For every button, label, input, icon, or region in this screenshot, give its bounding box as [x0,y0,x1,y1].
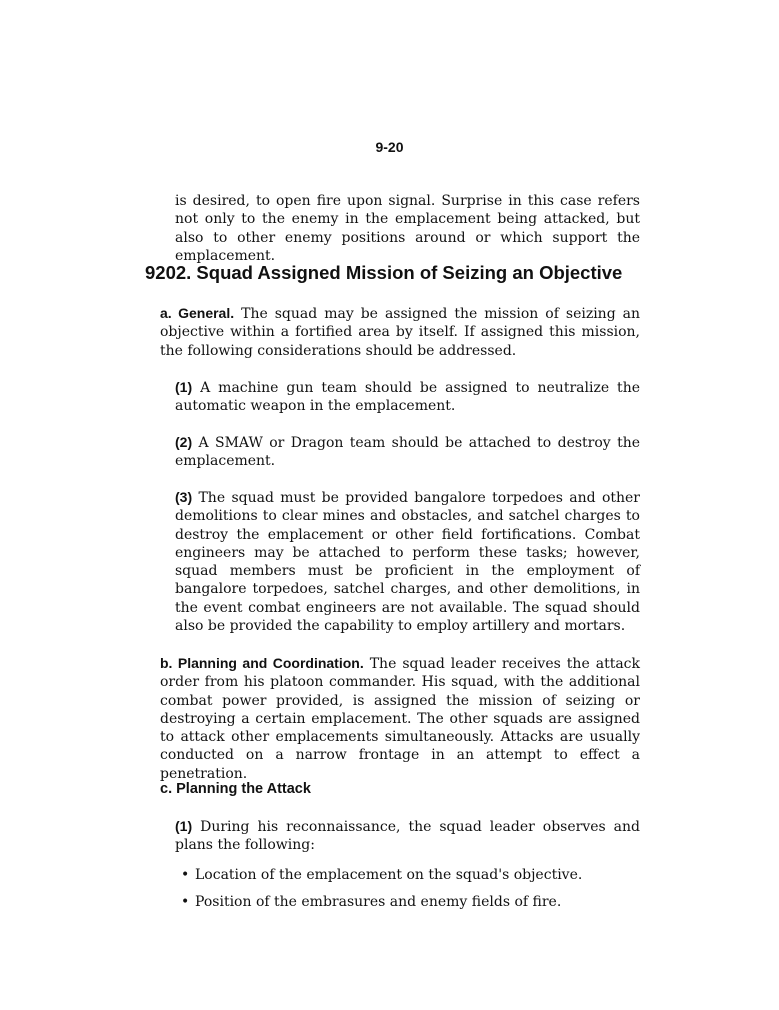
consideration-item [175,378,640,416]
consideration-text: A SMAW or Dragon team should be attached to destroy the emplacement. [175,435,640,470]
planning-text: The squad leader receives the attack order from his platoon commander. His squad, with the additional combat power provided, is assigned the mission of seizing or destroying a certain emplacement. The other squads are assigned to attack other emplacements simultaneously. Attacks are usually conducted on a narrow frontage in an attempt to effect a penetration. [160,656,640,782]
consideration-item [175,433,640,471]
attack-item-text: During his reconnaissance, the squad leader observes and plans the following: [175,819,640,854]
list-item [181,866,582,884]
attack-item [175,817,640,855]
bullet-icon: • [181,894,190,910]
consideration-number: (2) [175,434,193,450]
list-item-text: Position of the embrasures and enemy fields of fire. [195,894,562,910]
page-number: 9-20 [375,139,404,155]
consideration-item [175,488,640,635]
consideration-number: (1) [175,379,193,395]
consideration-text: The squad must be provided bangalore torpedoes and other demolitions to clear mines and obstacles, and satchel charges to destroy the emplacement or other field fortifications. Combat engineers may be attached to perform these tasks; however, squad members must be proficient in the employment of bangalore torpedoes, satchel charges, and other demolitions, in the event combat engineers are not available. The squad should also be provided the capability to employ artillery and mortars. [175,490,640,635]
section-heading: 9202. Squad Assigned Mission of Seizing an Objective [145,262,623,283]
intro-text: is desired, to open fire upon signal. Surprise in this case refers not only to the enemy in the emplacement being attacked, but also to other enemy positions around or which support the emplacement. [175,193,640,264]
list-item-text: Location of the emplacement on the squad's objective. [195,867,583,883]
planning-label: b. Planning and Coordination. [160,655,364,671]
bullet-icon: • [181,867,190,883]
general-text: The squad may be assigned the mission of seizing an objective within a fortified area by itself. If assigned this mission, the following considerations should be addressed. [160,306,641,359]
consideration-text: A machine gun team should be assigned to neutralize the automatic weapon in the emplacement. [175,380,640,415]
list-item [181,893,561,911]
intro-paragraph [175,192,640,265]
consideration-number: (3) [175,489,193,505]
planning-paragraph [160,654,640,783]
attack-item-number: (1) [175,818,193,834]
general-paragraph [160,304,640,360]
general-label: a. General. [160,305,235,321]
attack-heading: c. Planning the Attack [160,781,311,797]
